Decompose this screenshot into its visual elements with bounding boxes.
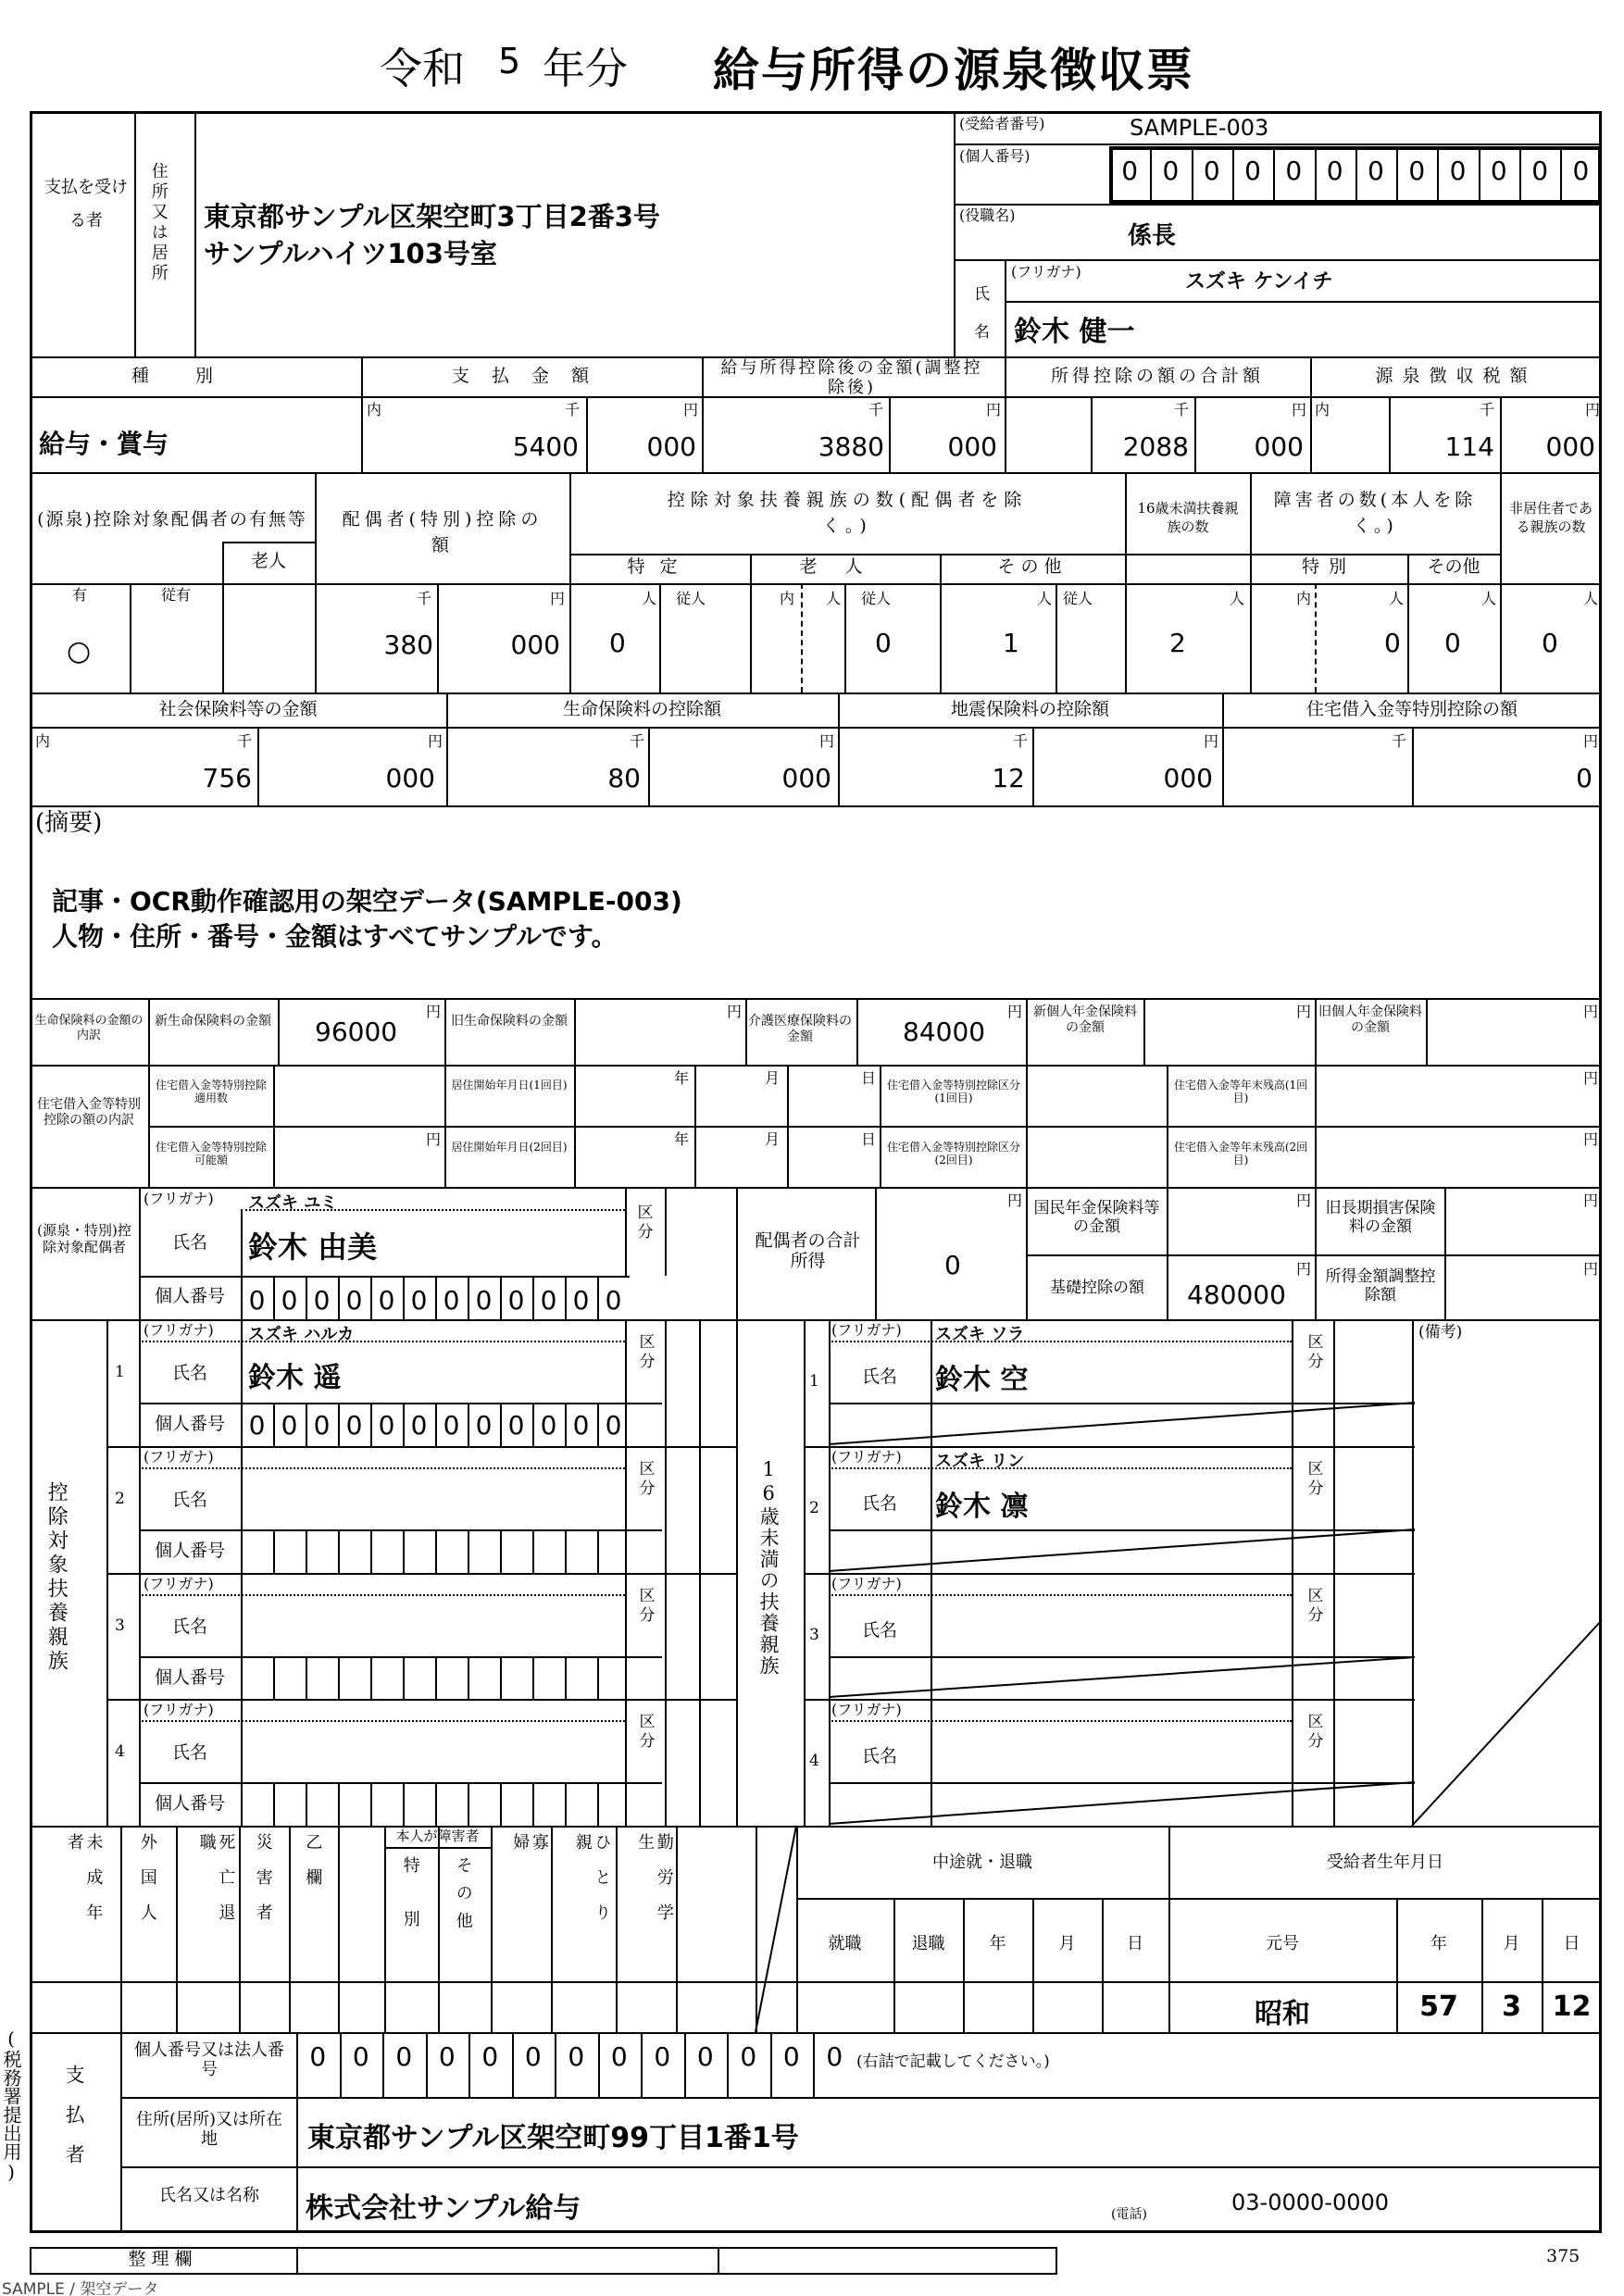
payer-number-digit: 0 <box>395 2041 413 2072</box>
my-number-digit: 0 <box>1162 156 1180 186</box>
dependent-kana: スズキ ハルカ <box>248 1325 355 1344</box>
my-number-digit: 0 <box>1449 156 1467 186</box>
right-note: (右詰で記載してください。) <box>856 2053 1050 2071</box>
spouse-number-digit: 0 <box>248 1285 266 1316</box>
job-year-label: 年 <box>989 1934 1006 1953</box>
payer-number-digit: 0 <box>524 2041 542 2072</box>
under16-no: 1 <box>809 1372 819 1391</box>
dependent-number-label: 個人番号 <box>154 1666 225 1688</box>
under16-name-label: 氏名 <box>861 1366 897 1387</box>
spouse-name: 鈴木 由美 <box>248 1229 378 1265</box>
under16-kana: スズキ リン <box>935 1451 1025 1471</box>
page-number: 375 <box>1546 2246 1580 2266</box>
under16-no: 4 <box>809 1752 819 1771</box>
payer-number-digit: 0 <box>352 2041 369 2072</box>
start1-label: 居住開始年月日(1回目) <box>451 1079 568 1092</box>
dependent-name-label: 氏名 <box>171 1616 207 1637</box>
spouse-existence-mark: ○ <box>67 635 92 668</box>
header-other2: その他 <box>1427 556 1480 577</box>
recipient-label: 支払を受ける者 <box>44 178 128 231</box>
under16-kana-label: (フリガナ) <box>831 1447 902 1466</box>
header-spouse-existence: (源泉)控除対象配偶者の有無等 <box>37 509 307 530</box>
header-paid: 支払金額 <box>451 366 611 386</box>
job-retired-label: 退職 <box>911 1934 945 1953</box>
title-suffix: 年分 <box>543 44 628 94</box>
social-yen: 000 <box>385 763 435 793</box>
social-thousands: 756 <box>202 763 252 793</box>
dependent-number-digit: 0 <box>410 1410 428 1441</box>
dependent-number-digit: 0 <box>507 1410 525 1441</box>
housing-detail-label: 住宅借入金等特別控除の額の内訳 <box>37 1097 141 1128</box>
spouse-number-digit: 0 <box>313 1285 331 1316</box>
my-number-digit: 0 <box>1121 156 1139 186</box>
dependent-number-digit: 0 <box>443 1410 460 1441</box>
under16-no: 2 <box>809 1498 819 1517</box>
count-under16: 2 <box>1169 628 1186 658</box>
after-yen: 000 <box>947 431 997 462</box>
dependent-number-digit: 0 <box>345 1410 363 1441</box>
status-header: 外国人 <box>137 1833 157 1939</box>
header-housing: 住宅借入金等特別控除の額 <box>1305 699 1518 719</box>
position-value: 係長 <box>1128 222 1177 250</box>
name-label: 氏名 <box>974 285 990 342</box>
my-number-digit: 0 <box>1244 156 1261 186</box>
title-year: 5 <box>498 41 521 81</box>
page-title: 給与所得の源泉徴収票 <box>713 44 1194 97</box>
dependent-kubun: 区分 <box>635 1713 655 1753</box>
recipient-address-line1: 東京都サンプル区架空町3丁目2番3号 <box>204 201 660 232</box>
spouse-income: 0 <box>944 1250 961 1280</box>
under16-name-label: 氏名 <box>861 1619 897 1641</box>
status-header: その他 <box>453 1856 473 1940</box>
payer-number-digit: 0 <box>481 2041 499 2072</box>
dependent-kana-label: (フリガナ) <box>144 1574 214 1592</box>
life-thousands: 80 <box>607 763 641 793</box>
dependent-number-digit: 0 <box>313 1410 331 1441</box>
under16-name: 鈴木 凛 <box>935 1490 1029 1523</box>
under16-kubun: 区分 <box>1304 1713 1323 1753</box>
status-header: 勤労学生 <box>635 1833 674 1939</box>
paid-yen: 000 <box>646 431 696 462</box>
spouse-number-digit: 0 <box>540 1285 557 1316</box>
special-deduction-yen: 000 <box>510 630 560 660</box>
deduction-thousands: 2088 <box>1122 431 1189 462</box>
dependent-kubun: 区分 <box>635 1459 655 1499</box>
payer-number-digit: 0 <box>740 2041 757 2072</box>
dependent-no: 1 <box>115 1363 125 1381</box>
label-yes: 有 <box>71 586 87 604</box>
count-elderly: 0 <box>875 628 892 658</box>
life-yen: 000 <box>781 763 831 793</box>
status-header: 災害者 <box>253 1833 273 1939</box>
header-elderly: 老人 <box>250 551 286 571</box>
my-number-digit: 0 <box>1203 156 1220 186</box>
basic-value: 480000 <box>1187 1279 1286 1310</box>
dependent-name: 鈴木 遥 <box>248 1362 342 1394</box>
dependent-number-label: 個人番号 <box>154 1540 225 1561</box>
header-other: その他 <box>997 556 1068 577</box>
spouse-number-digit: 0 <box>378 1285 395 1316</box>
status-header: 未成年者 <box>64 1833 104 1939</box>
spouse-kana: スズキ ユミ <box>248 1193 338 1213</box>
spouse-number-digit: 0 <box>281 1285 298 1316</box>
status-header: 寡婦 <box>510 1833 549 1905</box>
under16-label: 16歳未満の扶養親族 <box>757 1458 781 1677</box>
recipient-no-label: (受給者番号) <box>959 115 1045 132</box>
count-disabled-special: 0 <box>1384 628 1401 658</box>
old-pension-label: 旧個人年金保険料の金額 <box>1318 1004 1422 1035</box>
dependent-kana-label: (フリガナ) <box>144 1447 214 1466</box>
income-type: 給与・賞与 <box>39 429 169 459</box>
dependent-number-digit: 0 <box>475 1410 493 1441</box>
kana-value: スズキ ケンイチ <box>1185 270 1333 293</box>
header-special-deduction: 配偶者(特別)控除の額 <box>342 509 543 555</box>
after-thousands: 3880 <box>818 431 884 462</box>
payer-name-label: 氏名又は名称 <box>159 2186 259 2205</box>
spouse-number-label: 個人番号 <box>154 1286 225 1306</box>
my-number-digit: 0 <box>1531 156 1549 186</box>
special-deduction-thousands: 380 <box>383 630 433 660</box>
job-employed-label: 就職 <box>828 1934 862 1953</box>
count-disabled-other: 0 <box>1444 628 1461 658</box>
dependent-number-digit: 0 <box>572 1410 590 1441</box>
header-deduction-total: 所得控除の額の合計額 <box>1050 366 1264 386</box>
dependent-name-label: 氏名 <box>171 1742 207 1764</box>
withholding-yen: 000 <box>1545 431 1595 462</box>
dependent-number-label: 個人番号 <box>154 1414 225 1434</box>
count-specific: 0 <box>609 628 626 658</box>
my-number-digit: 0 <box>1285 156 1303 186</box>
payer-number-digit: 0 <box>309 2041 327 2072</box>
care-label: 介護医療保険料の金額 <box>748 1014 852 1044</box>
payer-tel: 03-0000-0000 <box>1231 2190 1390 2215</box>
payer-address-label: 住所(居所)又は所在地 <box>135 2110 283 2149</box>
seiri-label: 整理欄 <box>128 2249 198 2269</box>
recipient-address-line2: サンプルハイツ103号室 <box>204 238 497 269</box>
recipient-no: SAMPLE-003 <box>1130 115 1269 141</box>
start2-label: 居住開始年月日(2回目) <box>451 1141 568 1154</box>
birth-day-label: 日 <box>1563 1934 1580 1953</box>
birth-year: 57 <box>1419 1990 1458 2023</box>
payer-name: 株式会社サンプル給与 <box>306 2192 581 2225</box>
under16-kana-label: (フリガナ) <box>831 1574 902 1592</box>
quake-thousands: 12 <box>992 763 1025 793</box>
kana-label: (フリガナ) <box>1011 263 1081 281</box>
deduction-yen: 000 <box>1254 431 1304 462</box>
payer-number-digit: 0 <box>654 2041 671 2072</box>
balance1-label: 住宅借入金等年末残高(1回目) <box>1173 1079 1308 1105</box>
spouse-name-label: 氏名 <box>171 1232 207 1253</box>
tel-label: (電話) <box>1111 2207 1147 2222</box>
life-detail-label: 生命保険料の金額の内訳 <box>34 1014 144 1042</box>
possible-label: 住宅借入金等特別控除可能額 <box>155 1141 267 1167</box>
payer-number-label: 個人番号又は法人番号 <box>134 2040 284 2079</box>
under16-kana-label: (フリガナ) <box>831 1701 902 1719</box>
under16-kubun: 区分 <box>1304 1459 1323 1499</box>
payer-number-digit: 0 <box>782 2041 800 2072</box>
job-day-label: 日 <box>1127 1934 1143 1953</box>
job-midterm-label: 中途就・退職 <box>932 1853 1032 1872</box>
remarks-label: (摘要) <box>35 809 103 837</box>
applicable-label: 住宅借入金等特別控除適用数 <box>155 1079 267 1105</box>
my-number-digit: 0 <box>1408 156 1426 186</box>
dependent-number-digit: 0 <box>378 1410 395 1441</box>
spouse-number-digit: 0 <box>572 1285 590 1316</box>
bikou-label: (備考) <box>1418 1323 1463 1341</box>
header-after-deduction: 給与所得控除後の金額(調整控除後) <box>720 358 983 397</box>
spouse-number-digit: 0 <box>605 1285 622 1316</box>
status-header: 乙欄 <box>303 1833 323 1903</box>
remarks-line2: 人物・住所・番号・金額はすべてサンプルです。 <box>52 921 618 952</box>
payer-number-digit: 0 <box>696 2041 714 2072</box>
old-life-label: 旧生命保険料の金額 <box>451 1014 568 1029</box>
dependent-number-label: 個人番号 <box>154 1793 225 1815</box>
under16-kubun: 区分 <box>1304 1333 1323 1372</box>
spouse-number-digit: 0 <box>475 1285 493 1316</box>
label-dependent-spouse: 従有 <box>160 586 191 604</box>
remarks-line1: 記事・OCR動作確認用の架空データ(SAMPLE-003) <box>52 886 682 917</box>
paid-thousands: 5400 <box>512 431 579 462</box>
adjust-label: 所得金額調整控除額 <box>1325 1267 1436 1304</box>
header-elderly2: 老人 <box>799 556 891 577</box>
header-specific: 特定 <box>627 556 693 577</box>
dependent-no: 4 <box>115 1742 125 1762</box>
dependent-kana-label: (フリガナ) <box>144 1701 214 1719</box>
spouse-kubun: 区分 <box>633 1204 653 1242</box>
dependent-number-digit: 0 <box>248 1410 266 1441</box>
header-withholding: 源泉徴収税額 <box>1375 366 1537 386</box>
recipient-name: 鈴木 健一 <box>1014 316 1135 348</box>
birth-day: 12 <box>1552 1990 1592 2023</box>
payer-address: 東京都サンプル区架空町99丁目1番1号 <box>307 2122 799 2154</box>
new-pension-label: 新個人年金保険料の金額 <box>1033 1004 1137 1035</box>
under16-kana: スズキ ソラ <box>935 1325 1025 1344</box>
under16-name-label: 氏名 <box>861 1746 897 1767</box>
payer-number-digit: 0 <box>826 2041 843 2072</box>
spouse-kana-label: (フリガナ) <box>144 1190 214 1207</box>
dependent-no: 3 <box>115 1616 125 1635</box>
dependent-number-digit: 0 <box>605 1410 622 1441</box>
title-era: 令和 <box>380 44 465 94</box>
header-quake: 地震保険料の控除額 <box>950 699 1109 719</box>
pension-label: 国民年金保険料等の金額 <box>1033 1199 1160 1236</box>
payer-number-digit: 0 <box>610 2041 628 2072</box>
birth-label: 受給者生年月日 <box>1327 1853 1443 1872</box>
old-long-label: 旧長期損害保険料の金額 <box>1325 1199 1436 1236</box>
header-life: 生命保険料の控除額 <box>562 699 721 719</box>
dependent-name-label: 氏名 <box>171 1363 207 1383</box>
under16-name-label: 氏名 <box>861 1492 897 1514</box>
job-month-label: 月 <box>1058 1934 1076 1953</box>
header-disabled: 障害者の数(本人を除く。) <box>1273 490 1477 536</box>
dependent-kubun: 区分 <box>635 1586 655 1626</box>
new-life-value: 96000 <box>315 1017 398 1047</box>
dependents-label: 控除対象扶養親族 <box>44 1481 69 1674</box>
spouse-number-digit: 0 <box>507 1285 525 1316</box>
position-label: (役職名) <box>959 206 1016 224</box>
status-header: ひとり親 <box>572 1833 612 1939</box>
spouse-number-digit: 0 <box>443 1285 460 1316</box>
under16-name: 鈴木 空 <box>935 1364 1029 1396</box>
payer-side-label: (税務署提出用) <box>0 2028 22 2183</box>
status-header: 本人が障害者 <box>395 1828 480 1844</box>
dependent-no: 2 <box>115 1489 125 1508</box>
status-header: 死亡退職 <box>196 1833 236 1939</box>
category1-label: 住宅借入金等特別控除区分(1回目) <box>886 1079 1020 1105</box>
header-nonresident: 非居住者である親族の数 <box>1508 500 1593 535</box>
spouse-number-digit: 0 <box>410 1285 428 1316</box>
header-type: 種別 <box>131 366 259 386</box>
new-life-label: 新生命保険料の金額 <box>155 1014 271 1029</box>
my-number-digit: 0 <box>1326 156 1343 186</box>
payer-label: 支払者 <box>63 2065 86 2184</box>
header-under16: 16歳未満扶養親族の数 <box>1137 500 1239 535</box>
header-dependents: 控除対象扶養親族の数(配偶者を除く。) <box>667 490 1028 536</box>
payer-number-digit: 0 <box>438 2041 456 2072</box>
payer-number-digit: 0 <box>568 2041 585 2072</box>
count-nonresident: 0 <box>1542 628 1558 658</box>
my-number-digit: 0 <box>1490 156 1507 186</box>
status-header: 特別 <box>400 1856 420 1964</box>
dependent-number-digit: 0 <box>540 1410 557 1441</box>
under16-kubun: 区分 <box>1304 1586 1323 1626</box>
withholding-thousands: 114 <box>1444 431 1494 462</box>
care-value: 84000 <box>903 1017 986 1047</box>
spouse-number-digit: 0 <box>345 1285 363 1316</box>
birth-month-label: 月 <box>1503 1934 1520 1953</box>
category2-label: 住宅借入金等特別控除区分(2回目) <box>886 1141 1020 1167</box>
my-number-digit: 0 <box>1572 156 1590 186</box>
under16-no: 3 <box>809 1625 819 1644</box>
birth-era-label: 元号 <box>1266 1934 1299 1953</box>
balance2-label: 住宅借入金等年末残高(2回目) <box>1173 1141 1308 1167</box>
sample-note: SAMPLE / 架空データ <box>2 2280 159 2296</box>
dependent-number-digit: 0 <box>281 1410 298 1441</box>
dependent-kubun: 区分 <box>635 1333 655 1372</box>
header-social: 社会保険料等の金額 <box>158 699 318 719</box>
dependent-name-label: 氏名 <box>171 1489 207 1510</box>
under16-kana-label: (フリガナ) <box>831 1321 902 1339</box>
spouse-block-label: (源泉・特別)控除対象配偶者 <box>37 1222 131 1255</box>
my-number-label: (個人番号) <box>959 147 1031 165</box>
birth-era: 昭和 <box>1255 1998 1310 2030</box>
spouse-income-label: 配偶者の合計所得 <box>755 1230 861 1271</box>
birth-month: 3 <box>1502 1990 1521 2023</box>
count-other: 1 <box>1003 628 1019 658</box>
quake-yen: 000 <box>1163 763 1213 793</box>
housing-yen: 0 <box>1576 763 1593 793</box>
dependent-kana-label: (フリガナ) <box>144 1321 214 1339</box>
address-label: 住所又は居所 <box>148 162 169 284</box>
birth-year-label: 年 <box>1430 1934 1447 1953</box>
basic-label: 基礎控除の額 <box>1050 1279 1144 1297</box>
header-special: 特別 <box>1301 556 1355 577</box>
my-number-digit: 0 <box>1368 156 1384 186</box>
